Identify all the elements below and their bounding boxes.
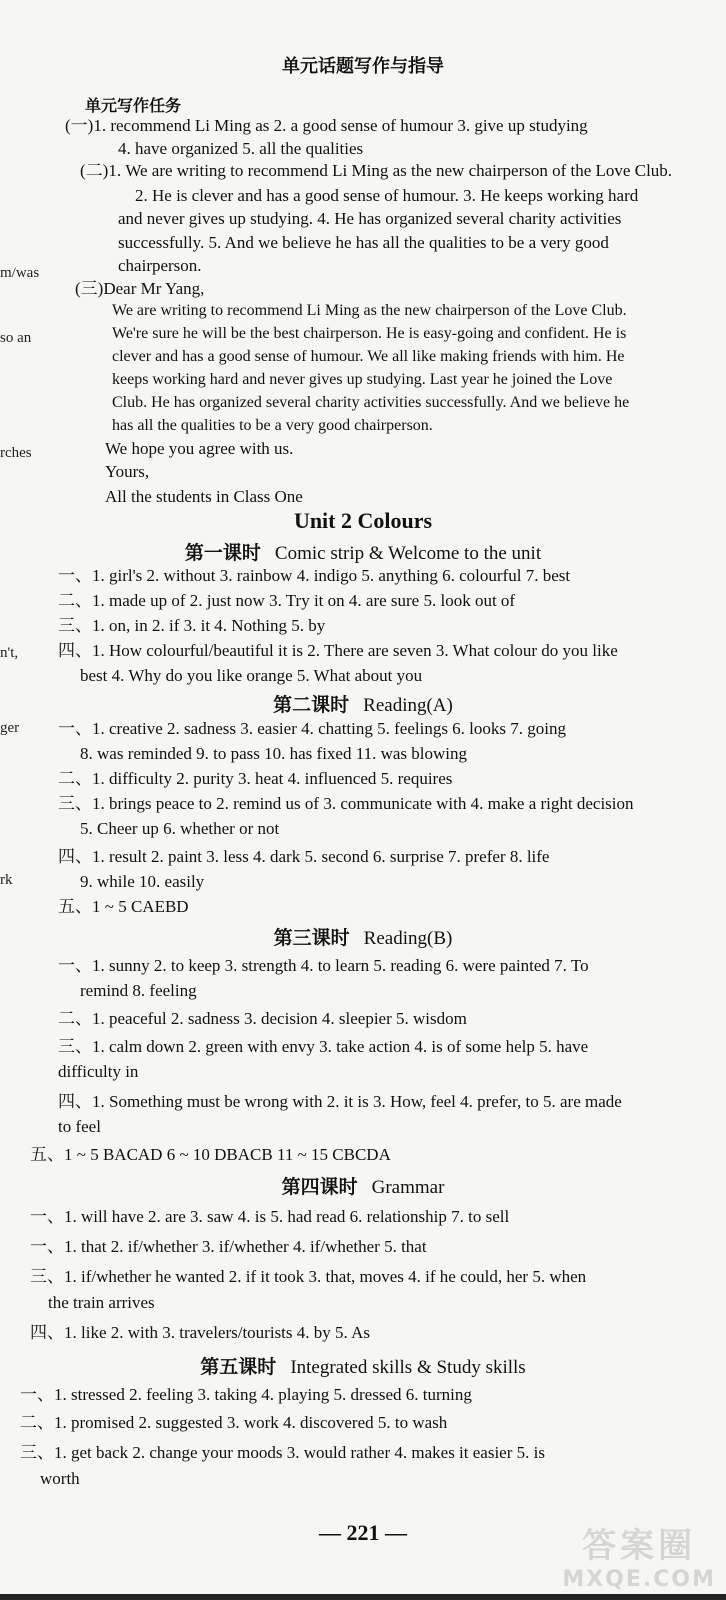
answer-line: 三、1. if/whether he wanted 2. if it took 3. that, moves 4. if he could, her 5. when	[30, 1267, 587, 1286]
margin-fragment: so an	[0, 330, 32, 346]
lesson-heading	[0, 690, 726, 717]
writing-line: 4. have organized 5. all the qualities	[118, 139, 364, 158]
answer-line: 四、1. result 2. paint 3. less 4. dark 5. second 6. surprise 7. prefer 8. life	[58, 847, 550, 866]
answer-line: 一、1. that 2. if/whether 3. if/whether 4. if/whether 5. that	[30, 1237, 427, 1256]
margin-fragment: rk	[0, 872, 13, 888]
answer-line: 5. Cheer up 6. whether or not	[80, 819, 280, 838]
margin-fragment: rches	[0, 445, 32, 461]
writing-line: successfully. 5. And we believe he has all the qualities to be a very good	[118, 233, 609, 252]
writing-line: Yours,	[105, 462, 150, 481]
answer-line: to feel	[58, 1117, 101, 1136]
writing-line: All the students in Class One	[105, 487, 303, 506]
answer-line: 9. while 10. easily	[80, 872, 205, 891]
answer-line: 一、1. will have 2. are 3. saw 4. is 5. had read 6. relationship 7. to sell	[30, 1207, 510, 1226]
answer-line: 四、1. like 2. with 3. travelers/tourists 4. by 5. As	[30, 1323, 370, 1342]
answer-line: 一、1. stressed 2. feeling 3. taking 4. playing 5. dressed 6. turning	[20, 1385, 472, 1404]
lesson-heading	[0, 923, 726, 950]
answer-line: the train arrives	[48, 1293, 155, 1312]
answer-line: 四、1. How colourful/beautiful it is 2. There are seven 3. What colour do you like	[58, 641, 618, 660]
answer-line: 三、1. calm down 2. green with envy 3. take action 4. is of some help 5. have	[58, 1037, 589, 1056]
writing-line: (一)1. recommend Li Ming as 2. a good sense of humour 3. give up studying	[65, 116, 588, 135]
answer-line: 一、1. sunny 2. to keep 3. strength 4. to learn 5. reading 6. were painted 7. To	[58, 956, 589, 975]
writing-line: (二)1. We are writing to recommend Li Ming as the new chairperson of the Love Club.	[80, 161, 673, 180]
lesson-heading	[0, 1172, 726, 1199]
margin-fragment: n't,	[0, 645, 19, 661]
answer-line: difficulty in	[58, 1062, 139, 1081]
lesson-label: 第二课时	[273, 695, 350, 716]
answer-line: worth	[40, 1469, 80, 1488]
answer-line: 三、1. brings peace to 2. remind us of 3. communicate with 4. make a right decision	[58, 794, 634, 813]
lesson-label: 第四课时	[281, 1177, 358, 1198]
watermark-text: 答案圈	[582, 1526, 697, 1566]
lesson-name: Integrated skills & Study skills	[290, 1357, 526, 1378]
watermark-url: MXQE.COM	[562, 1567, 716, 1592]
writing-line: We hope you agree with us.	[105, 439, 294, 458]
lesson-heading	[0, 1352, 726, 1379]
writing-line: and never gives up studying. 4. He has organized several charity activities	[118, 209, 622, 228]
lesson-name: Reading(A)	[363, 695, 453, 716]
topic-title: 单元话题写作与指导	[282, 56, 444, 76]
page-number: — 221 —	[319, 1520, 407, 1545]
task-heading: 单元写作任务	[85, 98, 182, 115]
lesson-label: 第五课时	[200, 1357, 277, 1378]
answer-line: 五、1 ~ 5 CAEBD	[58, 897, 189, 916]
answer-line: 五、1 ~ 5 BACAD 6 ~ 10 DBACB 11 ~ 15 CBCDA	[30, 1145, 391, 1164]
writing-line: clever and has a good sense of humour. We all like making friends with him. He	[112, 348, 625, 365]
answer-line: 二、1. made up of 2. just now 3. Try it on 4. are sure 5. look out of	[58, 591, 516, 610]
answer-line: 二、1. difficulty 2. purity 3. heat 4. influenced 5. requires	[58, 769, 453, 788]
writing-line: chairperson.	[118, 256, 202, 275]
lesson-heading	[0, 538, 726, 565]
margin-fragment: m/was	[0, 265, 40, 281]
unit-title: Unit 2 Colours	[293, 508, 433, 533]
writing-line: keeps working hard and never gives up studying. Last year he joined the Love	[112, 371, 613, 388]
answer-line: 三、1. get back 2. change your moods 3. would rather 4. makes it easier 5. is	[20, 1443, 545, 1462]
answer-line: 一、1. creative 2. sadness 3. easier 4. chatting 5. feelings 6. looks 7. going	[58, 719, 566, 738]
lesson-label: 第三课时	[273, 928, 350, 949]
margin-fragment: ger	[0, 720, 20, 736]
lesson-name: Reading(B)	[363, 928, 453, 949]
writing-line: Club. He has organized several charity activities successfully. And we believe he	[112, 394, 630, 411]
lesson-label: 第一课时	[184, 543, 261, 564]
lesson-name: Grammar	[371, 1177, 445, 1198]
writing-line: (三)Dear Mr Yang,	[75, 279, 205, 298]
answer-line: 四、1. Something must be wrong with 2. it is 3. How, feel 4. prefer, to 5. are made	[58, 1092, 622, 1111]
writing-line: has all the qualities to be a very good chairperson.	[112, 417, 433, 434]
watermark-logo	[562, 1518, 716, 1592]
bottom-edge	[0, 1594, 726, 1600]
writing-line: We're sure he will be the best chairperson. He is easy-going and confident. He is	[112, 325, 627, 342]
answer-line: 8. was reminded 9. to pass 10. has fixed 11. was blowing	[80, 744, 468, 763]
lesson-name: Comic strip & Welcome to the unit	[274, 543, 542, 564]
answer-line: 二、1. peaceful 2. sadness 3. decision 4. sleepier 5. wisdom	[58, 1009, 467, 1028]
answer-line: 二、1. promised 2. suggested 3. work 4. discovered 5. to wash	[20, 1413, 448, 1432]
answer-line: 一、1. girl's 2. without 3. rainbow 4. indigo 5. anything 6. colourful 7. best	[58, 566, 571, 585]
answer-line: 三、1. on, in 2. if 3. it 4. Nothing 5. by	[58, 616, 326, 635]
answer-line: best 4. Why do you like orange 5. What about you	[80, 666, 423, 685]
answer-line: remind 8. feeling	[80, 981, 197, 1000]
writing-line: We are writing to recommend Li Ming as the new chairperson of the Love Club.	[112, 302, 627, 319]
writing-line: 2. He is clever and has a good sense of humour. 3. He keeps working hard	[135, 186, 639, 205]
